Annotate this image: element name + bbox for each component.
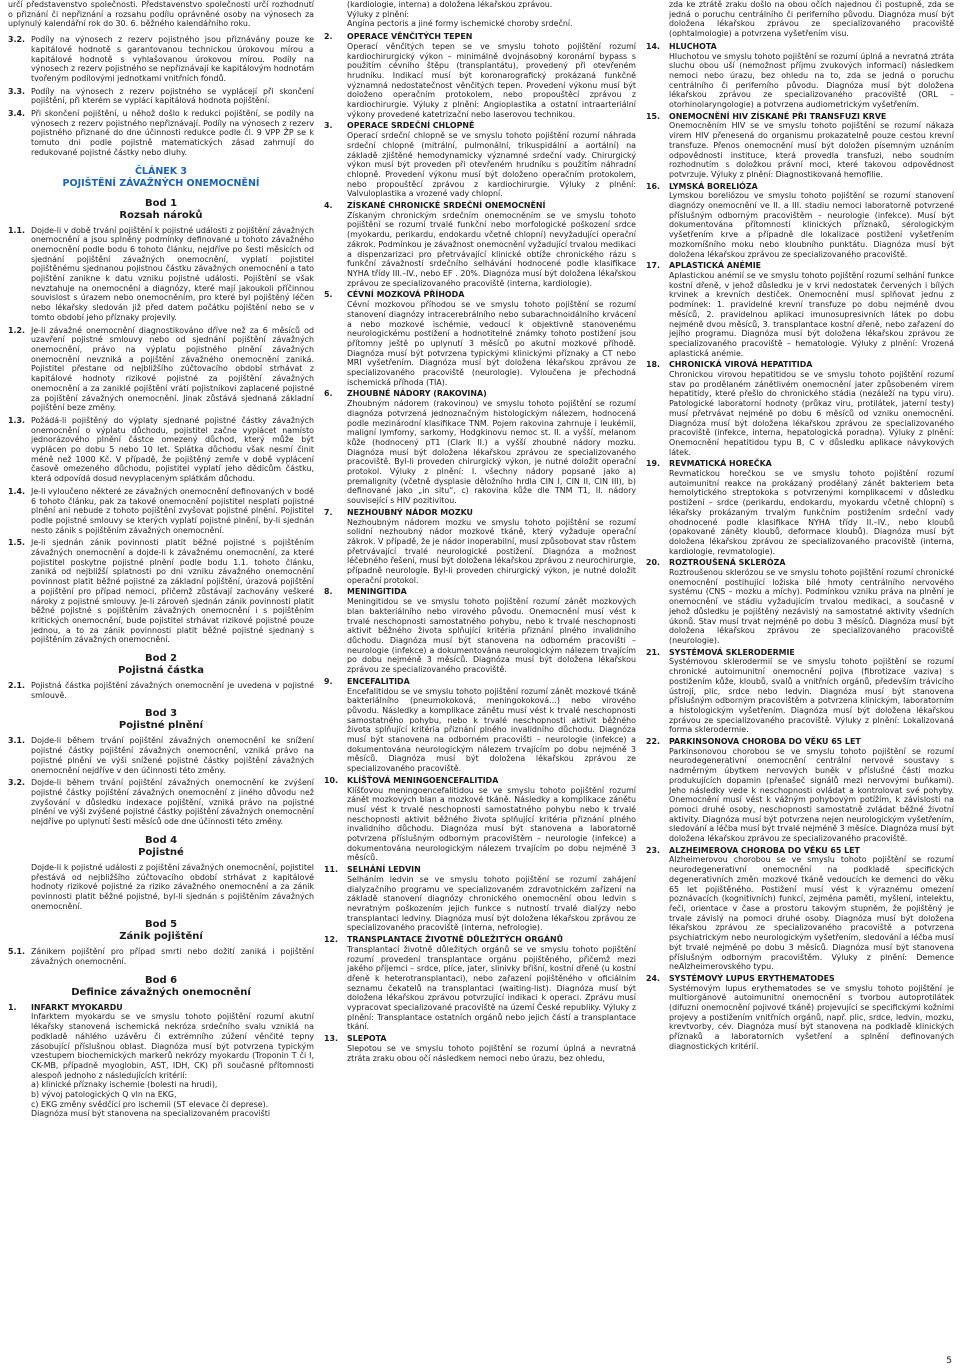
definition-item — [646, 846, 954, 972]
definition-item — [646, 112, 954, 180]
item-text: Infarktem myokardu se ve smyslu tohoto pojištění rozumí akutní lékařsky stanovená ischemická nekróza srdečního svalu vzniklá na podkladě náhlého uzávěru či extrémního zúžení věnčité tepny zásobující příslušnou oblast. Diagnóza musí být potvrzena typickým vzestupem biochemických markerů nekrózy myokardu (Troponin T či I, CK-MB, případně myoglobin, AST, IDH, CK) při současné přítomnosti alespoň jednoho z následujících kritérií: — [31, 1012, 314, 1080]
bod-heading — [8, 835, 314, 859]
page-number: 5 — [946, 1356, 952, 1367]
exclusions-label: Výluky z plnění: — [347, 9, 410, 19]
definition-item — [646, 182, 954, 260]
item-title: NEZHOUBNÝ NÁDOR MOZKU — [347, 507, 473, 517]
item-text: Encefalitidou se ve smyslu tohoto pojištění rozumí zánět mozkové tkáně bakteriálního (pneumokoková, meningokoková…) nebo virového původu. Následky a komplikace zánětu musí vést k trvalé neschopnosti samostatného pohybu, nebo k trvalé neschopnosti aktivit běžného života splňující kritéria přiznání plného invalidního důchodu. Diagnóza musí být stanovena na odborném pracovišti – neurologie (infekce) a dokumentována neurologickým nálezem trvajícím po dobu nejméně 3 měsíců. Diagnóza musí být doložena lékařskou zprávou ze specializovaného pracoviště. — [347, 686, 636, 774]
item-title: HLUCHOTA — [669, 41, 717, 51]
item-number: 14. — [646, 41, 660, 51]
item-text: Systémovou sklerodermií se ve smyslu tohoto pojištění se rozumí chronické autoimunitní onemocnění pojiva (fibrotizace vaziva) s postižením kůže, kloubů, svalů a vnitřních orgánů, především trávicího ústrojí, plic, srdce nebo ledvin. Diagnóza musí být stanovena příslušným odborným pracovištěm a potvrzena klinickým, laboratorním a histologickým vyšetřením. Diagnóza musí být doložena lékařskou zprávou ze specializovaného pracoviště. Výluky z plnění: Lokalizovaná forma sklerodermie. — [669, 657, 954, 735]
item-text: Meningitidou se ve smyslu tohoto pojištění rozumí zánět mozkových blan bakteriálního nebo virového původu. Onemocnění musí vést k trvalé neschopnosti samostatného pohybu, nebo k trvalé neschopnosti aktivit běžného života splňující kritéria přiznání plného invalidního důchodu. Diagnóza musí být stanovena na odborném pracovišti – neurologie (infekce) a dokumentována neurologickým nálezem trvajícím po dobu nejméně 3 měsíců. Diagnóza musí být doložena lékařskou zprávou ze specializovaného pracoviště. — [347, 597, 636, 675]
item-text: Získaným chronickým srdečním onemocněním se ve smyslu tohoto pojištění se rozumí trvalé funkční nebo morfologické poškození srdce (myokardu, perikardu, endokardu včetně chlopní) nevyžadující operační zákrok. Podmínkou je závažnost onemocnění vyžadující trvalou medikaci a dispenzarizaci pro přetrvávající klinické obtíže chronického rázu s funkční závažností srdečního selhávání hodnocené podle klasifikace NYHA třídy III.–IV., nebo EF . 20%. Diagnóza musí být doložena lékařskou zprávou ze specializovaného pracoviště (interna, kardiologie). — [347, 210, 636, 288]
item-number: 19. — [646, 459, 660, 469]
item-number: 15. — [646, 111, 660, 121]
item-title: SELHÁNÍ LEDVIN — [347, 865, 421, 875]
section — [8, 863, 314, 912]
item-title: ENCEFALITIDA — [347, 676, 410, 686]
item-number: 3. — [324, 121, 333, 131]
section-text: Dojde-li k pojistné události z pojištění závažných onemocnění, pojistitel přestává od nejbližšího zúčtovacího období strhávat z kapitálové hodnoty rizikové pojistné za riziko závažného onemocnění a za zánik povinnosti platit běžné pojistné, byl-li sjednán s pojištěním závažných onemocnění. — [31, 862, 314, 911]
definition-item — [646, 974, 954, 1052]
item-number: 17. — [646, 261, 660, 271]
item-text: Lymskou boreliózou ve smyslu tohoto pojištění se rozumí stanovení diagnózy onemocnění ve II. a III. stadiu nemoci laboratorně potvrzené příslušným odborným pracovištěm – neurologie (infekce). Musí být dokumentována přítomností klinických příznaků, sérologickým vyšetřením krve a případně dle lokalizace postižení vyšetřením mozkomíšního moku nebo kloubního punktátu. Diagnóza musí být doložena lékařskou zprávou ze specializovaného pracoviště. — [669, 191, 954, 259]
item-title: SYSTÉMOVÁ SKLERODERMIE — [669, 647, 795, 657]
definition-item — [646, 648, 954, 735]
section-text: Požádá-li pojištěný do výplaty sjednané pojistné částky závažných onemocnění o výplatu důchodu, pojistitel začne vyplácet namísto jednorázového plnění částce omezený důchod, který může být vyplácen po dobu 5 nebo 10 let. Splátka důchodu však nesmí činit méně než 1000 Kč. V případě, že pojištěný zemře v době vyplácení časově omezeného důchodu, pojistitel vyplatí jeho dědicům částku, která odpovídá dosud nevyplaceným splátkám důchodu. — [31, 415, 314, 484]
definition-item — [324, 776, 636, 863]
section — [8, 487, 314, 536]
item-text: Chronickou virovou hepatitidou se ve smyslu tohoto pojištění rozumí stav po prodělaném zánětlivém onemocnění jater způsobeném virem hepatitidy, které přešlo do chronického stádia (nezáleží na typu viru). Patologické laboratorní hodnoty (průkaz viru, protilátek, jaterní testy) musí přetrvávat nejméně po dobu 6 měsíců od vzniku onemocnění. Diagnóza musí být doložena lékařskou zprávou ze specializovaného pracoviště (infekce, interna, hepatologická poradna). Výluky z plnění: Onemocnění hepatitidou typu B, C v důsledku aplikace návykových látek. — [669, 370, 954, 457]
column-2 — [324, 0, 636, 1355]
section-number: 1.3. — [8, 415, 25, 425]
item-text: Alzheimerovou chorobou se ve smyslu tohoto pojištění se rozumí neurodegenerativní onemocnění na podkladě specifických degenerativních změn mozkové tkáně vedoucích ke demenci do věku 65 let pojištěného. Postižení musí vést k výraznému omezení poznávacích (kognitivních) funkcí, zejména paměti, myšlení, intelektu, řeči, orientace v čase a prostoru takovým stupněm, že pojištěný je trvale závislý na pomoci druhé osoby. Diagnóza musí být doložena lékařskou zprávou ze specializovaného pracoviště a potvrzena psychiatrickým nebo neurologickým vyšetřením, sledování a léčba musí být trvalé nejméně po dobu 3 měsíců. Diagnóza musí být stanovena příslušným odborným pracovištěm. Výluky z plnění: Demence neAlzheimerovského typu. — [669, 855, 954, 972]
definition-item — [324, 865, 636, 933]
bod-title: Rozsah nároků — [119, 209, 203, 221]
section — [8, 35, 314, 84]
item-number: 20. — [646, 558, 660, 568]
item-number: 11. — [324, 865, 338, 875]
item-text: Operací věnčitých tepen se ve smyslu tohoto pojištění rozumí kardiochirurgický výkon – minimálně dvojnásobný koronární bypass s použitím cévního štěpu (transplantátu), provedený při otevřeném hrudníku. Indikací musí být koronarografický prokázaná funkčně významná nedostatečnost věnčitých tepen. Provedení výkonu musí být doloženo operačním protokolem, nebo propouštěcí zprávou z kardiochirurgie. Výluky z plnění: Angioplastika a ostatní intraarteriální výkony provedené katetrizační nebo laserovou technikou. — [347, 41, 636, 119]
bod-heading — [8, 919, 314, 943]
bod-title: Zánik pojištění — [119, 931, 203, 943]
item-number: 9. — [324, 676, 333, 686]
item-text: Systémovým lupus erythematodes se ve smyslu tohoto pojištění je multiorgánové autoimunitní onemocnění s tvorbou autoprotilátek (difuzní onemocnění pojivové tkáně) projevující se specifickými kožními projevy a postižením vnitřních orgánů, např. plic, srdce, ledvin, mozku, krevtvorby, cév. Diagnóza musí být stanovena na podkladě klinických příznaků a laboratorních vyšetření a splnění definovaných diagnostických kritérií. — [669, 983, 954, 1051]
item-number: 23. — [646, 845, 660, 855]
item-title: TRANSPLANTACE ŽIVOTNĚ DŮLEŽITÝCH ORGÁNŮ — [347, 935, 564, 945]
definition-item — [324, 32, 636, 119]
section-number: 3.3. — [8, 86, 25, 96]
item-text: Parkinsonovou chorobou se ve smyslu tohoto pojištění se rozumí neurodegenerativní onemocnění centrální nervové soustavy s nadměrným úbytkem nervových buněk v příslušné části mozku produkujících dopamin (přenašeč signálů mezi nervovými buňkami). Jeho následky vede k neschopnosti ovládat a kontrolovat své pohyby. Onemocnění musí vést k vážným pohybovým potížím, k závislosti na pomoci druhé osoby, neschopnosti samostatně zvládat běžné životní aktivity. Diagnóza musí být potvrzena nejen neurologickým vyšetřením, sledování a léčba musí být trvalé nejméně 3 měsíce. Diagnóza musí být doložena lékařskou zprávou ze specializovaného pracoviště. — [669, 746, 954, 844]
item-number: 7. — [324, 507, 333, 517]
bod-heading — [8, 708, 314, 732]
item-title: OPERACE VĚNČITÝCH TEPEN — [347, 32, 473, 42]
section-text: Pojistná částka pojištění závažných onemocnění je uvedena v pojistné smlouvě. — [31, 681, 314, 700]
item-number: 22. — [646, 737, 660, 747]
bod-heading — [8, 198, 314, 222]
section-text: Při skončení pojištění, u něhož došlo k redukci pojištění, se podíly na výnosech z rezerv pojistného nepřiznávají. Podíly na výnosech z rezerv pojistného přiznané do dne účinnosti redukce podle čl. 9 VPP ŽP se k tomuto dni podle pojistně matematických zásad zahrnují do redukované pojistné částky nebo dluhy. — [31, 109, 314, 157]
section-text: Podíly na výnosech z rezerv pojistného jsou přiznávány pouze ke kapitálové hodnotě s garantovanou technickou úrokovou mírou a kapitálové hodnotě s vyhlašovanou úrokovou mírou. Podíly na výnosech z rezerv pojistného se nepřiznávají ke kapitálovým hodnotám tvořeným podílovými jednotkami vnitřních fondů. — [31, 35, 314, 83]
bod-number: Bod 6 — [144, 974, 178, 986]
section-number: 3.2. — [8, 778, 25, 788]
definition-item — [324, 935, 636, 1032]
bod-number: Bod 5 — [144, 919, 178, 931]
section — [8, 326, 314, 413]
section-number: 1.1. — [8, 225, 25, 235]
definition-item — [8, 1003, 314, 1119]
section-text: Dojde-li během trvání pojištění závažných onemocnění ke zvýšení pojistné částky pojištění závažných onemocnění z jiného důvodu než zvyšování v důsledku indexace pojištění, vzniká právo na pojistné plnění ve výši zvýšené pojistné částky pojištění závažných onemocnění nejdříve po uplynutí šesti měsíců ode dne účinnosti této změny. — [31, 778, 314, 827]
item-number: 10. — [324, 775, 338, 785]
item-title: SLEPOTA — [347, 1034, 387, 1044]
item-text: Klíšťovou meningoencefalitidou se ve smyslu tohoto pojištění rozumí zánět mozkových blan a mozkové tkáně. Následky a komplikace zánětu musí vést k trvalé neschopnosti samostatného pohybu nebo k trvalé neschopnosti aktivit běžného života splňující kritéria přiznání plného invalidního důchodu. Diagnóza musí být stanovena a laboratorně potvrzena příslušným odborným pracovištěm – neurologie (infekce) a dokumentována neurologickým nálezem trvajícím po dobu nejméně 3 měsíců. — [347, 785, 636, 863]
item-number: 12. — [324, 935, 338, 945]
item-text-tail: Diagnóza musí být stanovena na specializovaném pracovišti — [31, 1109, 271, 1119]
criteria-1: a) klinické příznaky ischemie (bolesti na hrudi), — [31, 1080, 218, 1090]
bod-title: Pojistné — [138, 846, 184, 858]
section-text: Je-li vyloučeno některé ze závažných onemocnění definovaných v bodě 6 tohoto článku, pak za takové onemocnění pojistitel nesplatí pojistné plnění ani nebude z tohoto pojištění zvyšovat pojistné plnění. Pojistitel podle pojistné smlouvy se kterých vyplatí pojistné plnění, by-li sjednán nesto zánik s pojištěním závažných onemocnění. — [31, 486, 314, 535]
item-title: ZÍSKANÉ CHRONICKÉ SRDEČNÍ ONEMOCNĚNÍ — [347, 201, 546, 211]
section-text: Dojde-li během trvání pojištění závažných onemocnění ke snížení pojistné částky pojištění závažných onemocnění, vzniká právo na pojistné plnění ve výši snížené pojistné částky pojištění závažných onemocnění nejdříve v den účinnosti této změny. — [31, 736, 314, 775]
definition-item — [324, 290, 636, 387]
item-number: 1. — [8, 1002, 17, 1012]
criteria-3: c) EKG změny svědčící pro ischemii (ST elevace či deprese). — [31, 1099, 269, 1109]
item-number: 21. — [646, 647, 660, 657]
column-3 — [646, 0, 954, 1355]
section — [8, 947, 314, 966]
exclusions-text: Angína pectoris a jiné formy ischemické choroby srdeční. — [347, 19, 573, 29]
item-text: Selháním ledvin se ve smyslu tohoto pojištění se rozumí zahájení dialyzačního programu ve specializovaném zdravotnickém zařízení na základě stanovení diagnózy chronického onemocnění obou ledvin s nevratným poškozením jejich funkce s nutností trvalé dialýzy nebo transplantaci ledviny. Diagnóza musí být doložena lékařskou zprávou ze specializovaného pracoviště (interna, nefrologie). — [347, 874, 636, 933]
item-title: ALZHEIMEROVA CHOROBA DO VĚKU 65 LET — [669, 845, 860, 855]
item-number: 24. — [646, 973, 660, 983]
section-text: Je-li závažné onemocnění diagnostikováno dříve než za 6 měsíců od uzavření pojistné smlouvy nebo od sjednání pojištění závažných onemocnění, právo na výplatu pojistného plnění závažných onemocnění nevzniká a pojištění závažného onemocnění zaniká. Pojistitel přestane od nejbližšího zúčtovacího období strhávat z kapitálové hodnoty rizikové pojistné za pojištění závažných onemocnění a za zaniklé pojištění vrátí pojistníkovi zaplacené pojistné za pojištění závažných onemocnění. Jinak zůstává sjednaná základní pojištění beze změny. — [31, 325, 314, 413]
section-number: 3.4. — [8, 109, 25, 119]
section-number: 1.2. — [8, 325, 25, 335]
bod-heading — [8, 975, 314, 999]
item-text: Aplastickou anémií se ve smyslu tohoto pojištění rozumí selhání funkce kostní dřeně, v jehož důsledku je v krvi nedostatek červených i bílých krvinek a krevních destiček. Onemocnění musí splňovat jednu z podmínek: 1. pravidelné krevní transfuze po dobu nejméně dvou měsíců, 2. pravidelnou aplikaci imunosupresivních látek po dobu nejméně dvou měsíců, 3. transplantace kostní dřeně, nebo zařazení do jejího programu. Diagnóza musí být doložena lékařskou zprávou ze specializovaného pracoviště – hematologie. Výluky z plnění: Vrozená aplastická anémie. — [669, 270, 954, 358]
item-title: KLÍŠŤOVÁ MENINGOENCEFALITIDA — [347, 775, 499, 785]
article-number: ČLÁNEK 3 — [134, 165, 188, 177]
item-text: Transplantací životně důležitých orgánů se ve smyslu tohoto pojištění rozumí provedení transplantace orgánu pojištěného, přičemž mezi jakého příjemci – srdce, plíce, jater, slinivky břišní, kostní dřeně (u kostní dřeně k heterotransplantaci), nebo zařazení pojištěného v oficiálním seznamu čekatelů na transplantaci (waiting-list). Diagnóza musí být doložena lékařskou zprávou potvrzující indikaci k operaci. Zprávu musí vypracovat specializované pracoviště na území České republiky. Výluky z plnění: Transplantace ostatních orgánů nebo jejich částí a transplantace tkání. — [347, 944, 636, 1032]
item-number: 5. — [324, 290, 333, 300]
definition-item — [324, 121, 636, 199]
bod-number: Bod 2 — [144, 653, 178, 665]
section-text: Podíly na výnosech z rezerv pojistného se vyplácejí při skončení pojištění, při kterém se vyplácí kapitálová hodnota pojištění. — [31, 86, 314, 106]
bod-number: Bod 4 — [144, 834, 178, 846]
item-title: OPERACE SRDEČNÍ CHLOPNĚ — [347, 121, 475, 131]
definition-item — [646, 42, 954, 110]
section — [8, 87, 314, 106]
article-heading — [8, 166, 314, 190]
item-number: 4. — [324, 201, 333, 211]
item-text: Roztroušenou sklerózou se ve smyslu tohoto pojištění rozumí chronické onemocnění postihující ložiska bílé hmoty centrálního nervového systému (CNS – mozku a míchy). Podmínkou vzniku práva na plnění je onemocnění ve stádiu vyžadujícím trvalou medikaci, a současně v jehož důsledku je pojištěný nezávislý na samostatné aktivity všedních úkonů. Stav musí trvat nejméně po dobu 3 měsíců. Diagnóza musí být doložena lékařskou zprávou ze specializovaného pracoviště (neurologie). — [669, 568, 954, 645]
definition-item — [324, 389, 636, 505]
section-text: Zánikem pojištění pro případ smrti nebo dožití zaniká i pojištění závažných onemocnění. — [31, 947, 314, 967]
criteria-2: b) vývoj patologických Q vln na EKG, — [31, 1090, 177, 1100]
section-number: 1.5. — [8, 538, 25, 548]
item-number: 6. — [324, 389, 333, 399]
item-title: APLASTICKÁ ANÉMIE — [669, 261, 762, 271]
section — [8, 778, 314, 827]
definition-item — [646, 459, 954, 556]
item-title: MENINGITIDA — [347, 587, 407, 597]
bod-title: Definice závažných onemocnění — [71, 986, 251, 998]
item-title: LYMSKÁ BORELIÓZA — [669, 181, 758, 191]
item-text: Operací srdeční chlopně se ve smyslu tohoto pojištění rozumí náhrada srdeční chlopně (mitrální, pulmonální, trikuspidální a aortální) na základě zjištěné hemodynamicky významné srdeční vady. Chirurgický výkon musí být proveden při otevřeném hrudníku s použitím náhradní chlopně. Provedení výkonu musí být doloženo operačním protokolem, nebo propouštěcí zprávou z kardiochirurgie. Výluky z plnění: Valvuloplastika a vrozené vady chlopní. — [347, 131, 636, 199]
item-text: Revmatickou horečkou se ve smyslu tohoto pojištění rozumí autoimunitní reakce na prokázaný prodělaný zánět bakteriem beta hemolytického streptokoka s potvrzenými komplikacemi v důsledku postižení – srdce (perikardu, endokardu, myokardu včetně chlopní) s lékařsky prokázaným trvalým funkčním postižením srdeční vady ohodnocené podle klasifikace NYHA třídy II.–IV., nebo kloubů (opakované záněty kloubů, deformace kloubů). Diagnóza musí být doložena lékařskou zprávou ze specializovaného pracoviště (interna, kardiologie, revmatologie). — [669, 469, 954, 556]
intro-line: (kardiologie, interna) a doložena lékařskou zprávou. — [347, 0, 553, 9]
intro-paragraph: zda ke ztrátě zraku došlo na obou očích najednou či postupně, zda se jedná o poruchu centrálního či periferního původu. Diagnóza musí být doložena lékařskou zprávou ze specializovaného pracoviště (ophtalmologie) a potvrzena vyšetřením visu. — [669, 0, 954, 39]
definition-item — [324, 587, 636, 674]
article-title: POJIŠTĚNÍ ZÁVAŽNÝCH ONEMOCNĚNÍ — [62, 177, 260, 189]
item-title: CHRONICKÁ VIROVÁ HEPATITIDA — [669, 360, 813, 370]
item-number: 8. — [324, 587, 333, 597]
definition-item — [646, 261, 954, 358]
item-title: REVMATICKÁ HOREČKA — [669, 459, 772, 469]
item-text: Hluchotou ve smyslu tohoto pojištění se rozumí úplná a nevratná ztráta sluchu obou uší (nemožnost příjmu zvukových informací) následkem nemoci nebo úrazu, bez ohledu na to, zda se jedná o poruchu centrálního či periferního původu. Diagnóza musí být doložena lékařskou zprávou ze specializovaného pracoviště (ORL – otorhinolaryngologie) a potvrzena audiometrickým vyšetřením. — [669, 51, 954, 110]
bod-number: Bod 1 — [144, 197, 178, 209]
section-number: 2.1. — [8, 681, 25, 691]
definition-item — [646, 558, 954, 645]
item-text: Onemocněním HIV se ve smyslu tohoto pojištění se rozumí nákaza virem HIV přenesená do organismu prokazatelně pouze cestou krevní transfuze. Přenos onemocnění musí být doložen písemným uznáním odpovědnosti instituce, která provedla transfuzi, nebo soudním rozhodnutím s doložkou právní moci, které takovou odpovědnost potvrzuje. Výluky z plnění: Diagnostikovaná hemofilie. — [669, 121, 954, 179]
item-text: Slepotou se ve smyslu tohoto pojištění se rozumí úplná a nevratná ztráta zraku obou očí následkem nemoci nebo úrazu, bez ohledu, — [347, 1043, 636, 1063]
item-number: 2. — [324, 32, 333, 42]
section — [8, 226, 314, 323]
item-title: INFARKT MYOKARDU — [31, 1002, 123, 1012]
item-title: ZHOUBNÉ NÁDORY (RAKOVINA) — [347, 389, 487, 399]
definition-item — [646, 360, 954, 457]
bod-title: Pojistné plnění — [118, 720, 204, 732]
item-number: 18. — [646, 360, 660, 370]
definition-item — [324, 201, 636, 288]
definition-item — [324, 677, 636, 774]
section — [8, 681, 314, 700]
section-number: 3.1. — [8, 736, 25, 746]
definition-item — [324, 508, 636, 586]
bod-number: Bod 3 — [144, 708, 178, 720]
section-number: 1.4. — [8, 486, 25, 496]
item-text: Zhoubným nádorem (rakovinou) ve smyslu tohoto pojištění se rozumí diagnóza potvrzená jednoznačným histologickým nálezem, hodnocená podle mezinárodní klasifikace TNM. Pojem rakovina zahrnuje i leukémii, maligní lymfomy, sarkomy, Hodgkinovu nemoc st. II. a vyšší, melanom kůže (hodnocený pT1 (Clark II.) a vyšší zhoubné nádory mozku. Diagnóza musí být doložena lékařskou zprávou ze specializovaného pracoviště. Byl-li proveden chirurgický výkon, je nutné doložit operační protokol. Výluky z plnění: I. všechny nádory popsané jako a) premalignity (včetně dysplasie děložního hrdla CIN I, CIN II, CIN III), b) definované jako „in situ“, c) rakovina kůže dle TNM T1, II. nádory související s HIV pozitivitou. — [347, 399, 636, 506]
definition-item — [324, 1034, 636, 1063]
item-title: PARKINSONOVA CHOROBA DO VĚKU 65 LET — [669, 737, 861, 747]
item-number: 13. — [324, 1034, 338, 1044]
intro-paragraph: určí představenstvo společnosti. Představenstvo společnosti určí rozhodnutí o přiznání či nepřiznání a rozsahu podílu oprávněné osoby na výnosech za uplynulý kalendářní rok do 30. 6. běžného kalendářního roku. — [8, 0, 314, 29]
definition-item — [646, 737, 954, 844]
item-title: ONEMOCNĚNÍ HIV ZÍSKANÉ PŘI TRANSFUZI KRVE — [669, 111, 887, 121]
section — [8, 736, 314, 775]
section-number: 3.2. — [8, 35, 25, 45]
section-text: Je-li sjednán zánik povinnosti platit běžné pojistné s pojištěním závažných onemocnění a dojde-li k závažnému onemocnění, za které pojistitel poskytne pojistné plnění podle bodu 1.1. tohoto článku, zaniká od nejbližší splatnosti po dni vzniku závažného onemocnění povinnost platit běžné pojistné za základní pojištění, úrazová pojištění a pojištění pro případ nemoci, přičemž zůstávají zachovány veškeré nároky z pojistné smlouvy. Je-li zároveň sjednán zánik povinnosti platit běžné pojistné s pojištěním závažných onemocnění i s pojištěním kritických onemocnění, bude pojistitel strhávat rizikové pojistné pouze jednou, a to za zánik povinnosti platit běžné pojistné sjednaný s pojištěním závažných onemocnění. — [31, 538, 314, 645]
item-title: CÉVNÍ MOZKOVÁ PŘÍHODA — [347, 290, 465, 300]
section — [8, 416, 314, 484]
bod-title: Pojistná částka — [118, 665, 204, 677]
item-text: Nezhoubným nádorem mozku ve smyslu tohoto pojištění se rozumí solidní nezhoubný nádor mozkové tkáně, který vyžaduje operační zákrok. V případě, že je nádor inoperabilní, musí způsobovat stav růstem přetrvávající trvalé neurologické postižení. Diagnóza a možnost léčebného řešení, musí být doložena lékařskou zprávou z neurochirurgie, případně neurologie. Byl-li proveden chirurgický výkon, je nutné doložit operační protokol. — [347, 517, 636, 585]
item-text: Cévní mozkovou příhodou se ve smyslu tohoto pojištění se rozumí stanovení diagnózy intracerebrálního nebo subarachnoidálního krvácení a nebo mozkové ischémie, vedoucí k objektivně stanovenému neurologickému postižení a hodnotitelné známky tohoto postižení jsou přítomny ještě po uplynutí 3 měsíců po akutní mozkové příhodě. Diagnóza musí být potvrzena typickými klinickými příznaky a CT nebo MRI vyšetřením. Diagnóza musí být doložena lékařskou zprávou ze specializovaného pracoviště (neurologie). Vyloučena je přechodná ischemická příhoda (TIA). — [347, 300, 636, 387]
item-title: SYSTÉMOVÝ LUPUS ERYTHEMATODES — [669, 973, 835, 983]
section-number: 5.1. — [8, 947, 25, 957]
section-text: Dojde-li v době trvání pojištění k pojistné události z pojištění závažných onemocnění a jsou splněny podmínky definované u tohoto závažného onemocnění podle bodu 6 tohoto článku, nejdříve po šesti měsících od sjednání pojištění závažných onemocnění, vyplatí pojistitel pojištěnému sjednanou pojistnou částku závažných onemocnění a tato pojištění zanikne k datu vzniku pojistné události. Pojištění se však nevztahuje na onemocnění a diagnózy, které mají jakoukoli příčinnou souvislost s úrazem nebo onemocněním, pro které byl pojištěný léčen nebo lékařsky sledován již před datem počátku pojištění nebo se v tomto období jeho příznaky projevily. — [31, 225, 314, 322]
item-title: ROZTROUŠENÁ SKLERÓZA — [669, 558, 786, 568]
section — [8, 538, 314, 645]
item-number: 16. — [646, 181, 660, 191]
column-1 — [8, 0, 314, 1355]
bod-heading — [8, 653, 314, 677]
section — [8, 109, 314, 158]
